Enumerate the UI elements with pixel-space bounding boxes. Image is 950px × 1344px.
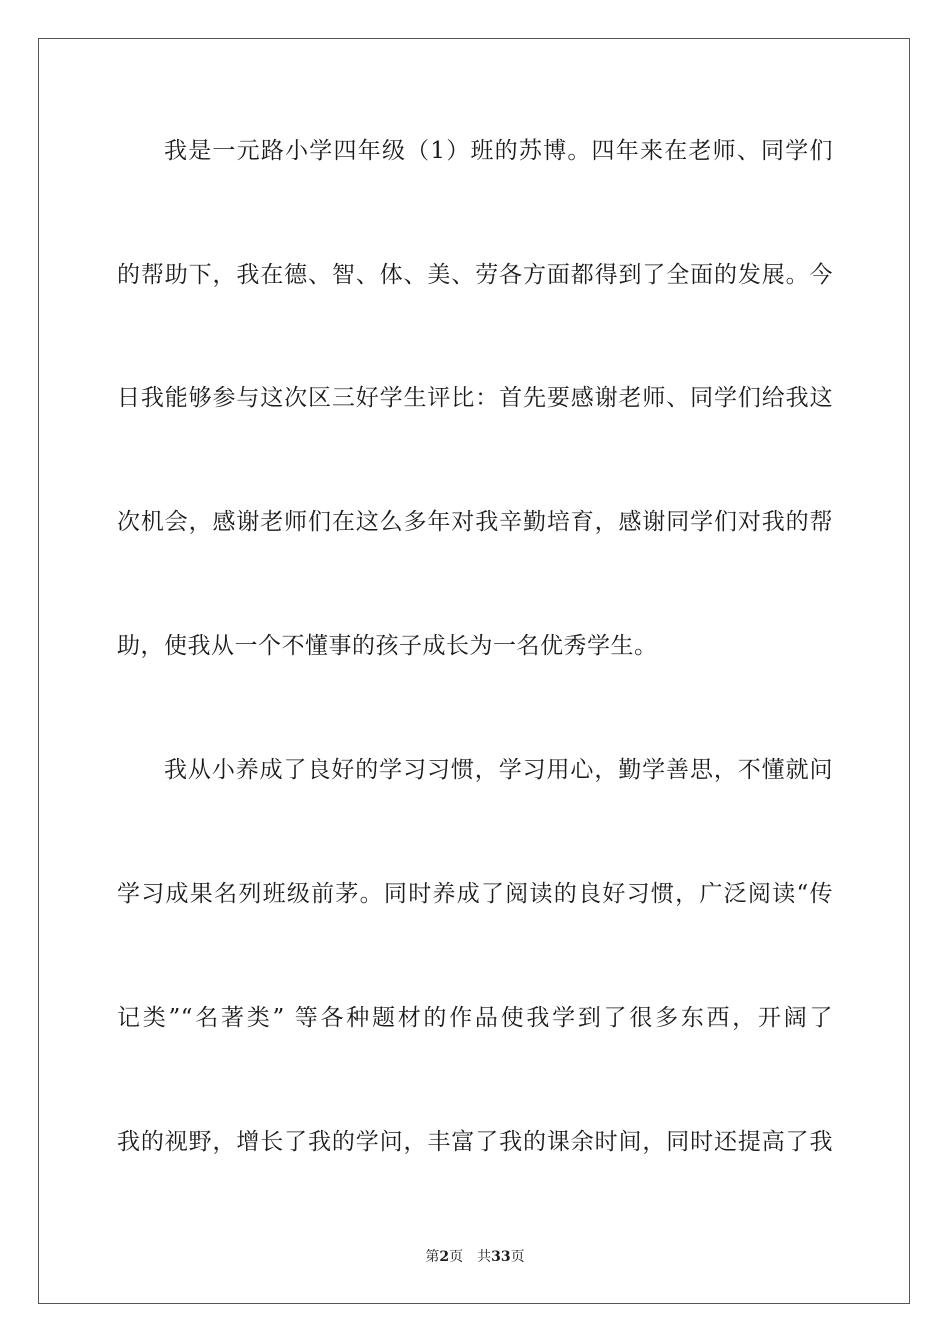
paragraph-line: 我从小养成了良好的学习习惯，学习用心，勤学善思，不懂就问 [164, 757, 833, 783]
page-total: 共33页 [477, 1249, 525, 1265]
paragraph-line: 次机会，感谢老师们在这么多年对我辛勤培育，感谢同学们对我的帮 [117, 509, 833, 535]
paragraph-line: 记类”“名著类” 等各种题材的作品使我学到了很多东西，开阔了 [117, 1005, 833, 1031]
paragraph-line: 我的视野，增长了我的学问，丰富了我的课余时间，同时还提高了我 [117, 1129, 833, 1155]
paragraph-line: 的帮助下，我在德、智、体、美、劳各方面都得到了全面的发展。今 [117, 262, 833, 288]
page-number: 第2页 [425, 1249, 464, 1265]
page-footer [0, 1247, 950, 1267]
paragraph-line: 助，使我从一个不懂事的孩子成长为一名优秀学生。 [117, 633, 658, 659]
paragraph-line: 日我能够参与这次区三好学生评比：首先要感谢老师、同学们给我这 [117, 385, 833, 411]
paragraph-line: 学习成果名列班级前茅。同时养成了阅读的良好习惯，广泛阅读“传 [117, 881, 833, 907]
page-frame [38, 38, 910, 1304]
paragraph-line: 我是一元路小学四年级（1）班的苏博。四年来在老师、同学们 [164, 138, 833, 164]
